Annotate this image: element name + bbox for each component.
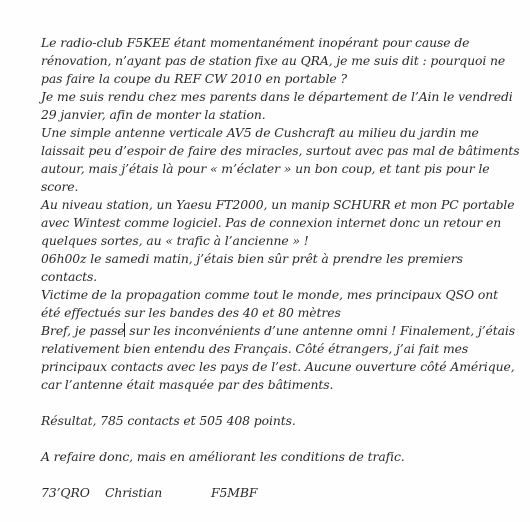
paragraph-result: Résultat, 785 contacts et 505 408 points. — [41, 413, 296, 428]
paragraph-closing: A refaire donc, mais en améliorant les conditions de trafic. — [41, 449, 405, 464]
signature-callsign: F5MBF — [211, 485, 258, 500]
paragraph-antenna: Une simple antenne verticale AV5 de Cushcraft au milieu du jardin me laissait peu d’espoir de faire des miracles, surtout avec pas mal de bâtiments autour, mais j’étais là pour « m’éclater » un bon coup, et tant pis pour le score. — [41, 125, 520, 194]
paragraph-gap — [41, 430, 521, 448]
paragraph-gap — [41, 394, 521, 412]
paragraph-propagation: Victime de la propagation comme tout le monde, mes principaux QSO ont été effectués sur les bandes des 40 et 80 mètres — [41, 287, 498, 320]
paragraph-conclusion-start: Bref, je passe — [41, 323, 125, 338]
paragraph-intro: Le radio-club F5KEE étant momentanément inopérant pour cause de rénovation, n’ayant pas de station fixe au QRA, je me suis dit : pourquoi ne pas faire la coupe du REF CW 2010 en portable ? — [41, 35, 506, 86]
paragraph-station: Au niveau station, un Yaesu FT2000, un manip SCHURR et mon PC portable avec Wintest comme logiciel. Pas de connexion internet donc un retour en quelques sortes, au « trafic à l’ancienne » ! — [41, 197, 515, 248]
paragraph-start: 06h00z le samedi matin, j’étais bien sûr prêt à prendre les premiers contacts. — [41, 251, 463, 284]
signature-name: Christian — [105, 485, 163, 500]
paragraph-conclusion-end: sur les inconvénients d’une antenne omni ! Finalement, j’étais relativement bien entendu des Français. Côté étrangers, j’ai fait mes principaux contacts avec les pays de l’est. Aucune ouverture côté Amérique, car l’antenne était masquée par des bâtiments. — [41, 323, 516, 392]
paragraph-conclusion — [41, 322, 521, 394]
signature-line — [41, 484, 521, 502]
document-body[interactable] — [41, 34, 521, 502]
paragraph-arrival: Je me suis rendu chez mes parents dans le département de l’Ain le vendredi 29 janvier, afin de monter la station. — [41, 89, 513, 122]
paragraph-gap — [41, 466, 521, 484]
signature-greeting: 73’QRO — [41, 485, 90, 500]
